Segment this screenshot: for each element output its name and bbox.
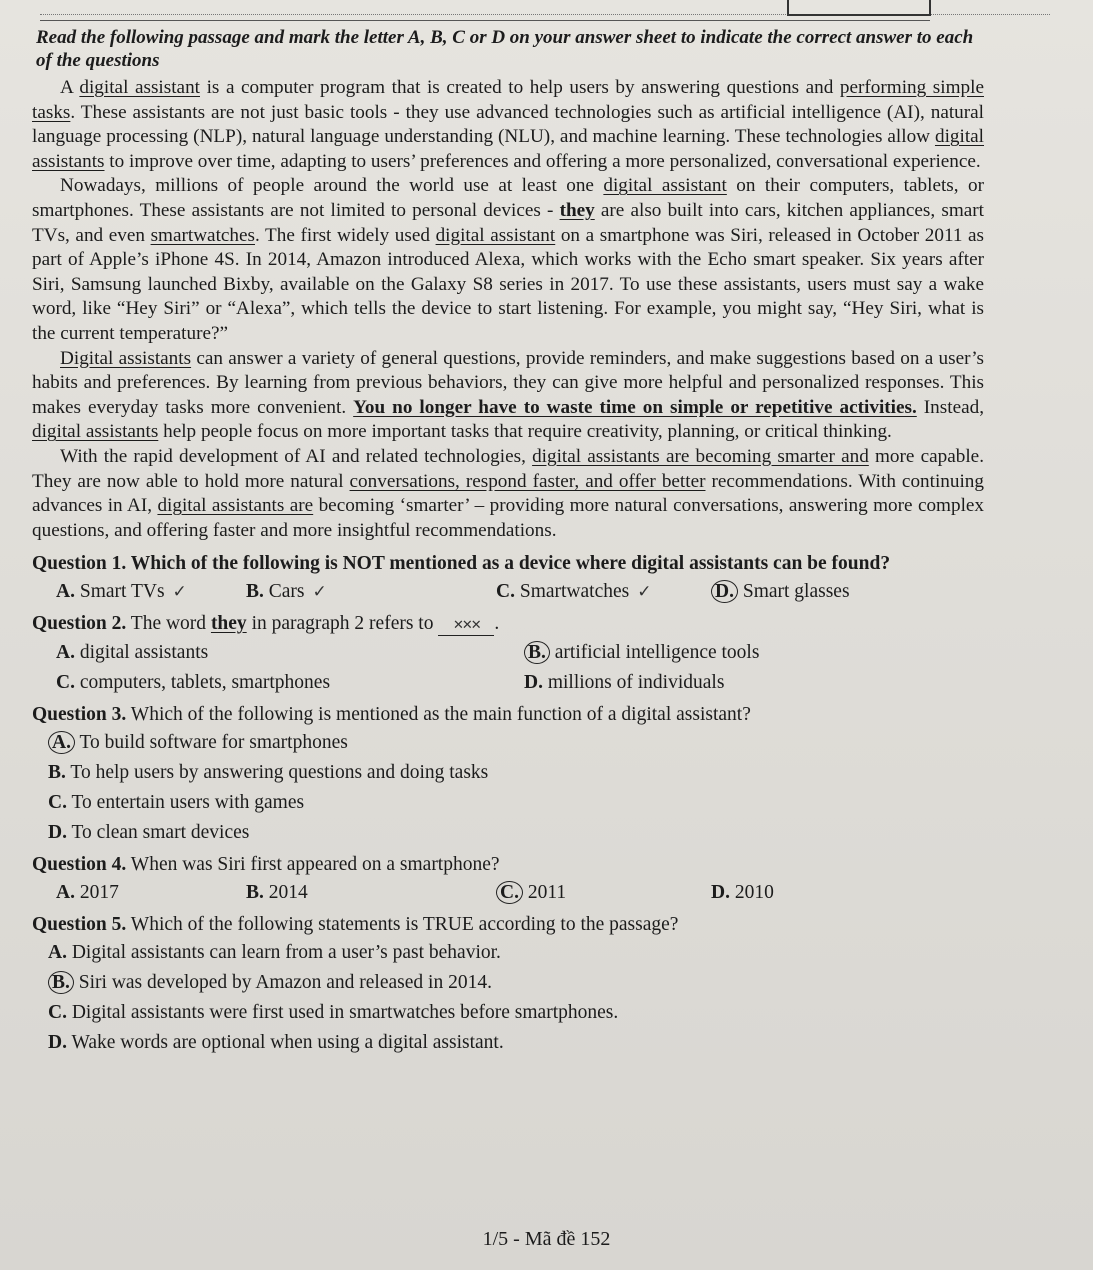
answer-blank bbox=[438, 613, 494, 636]
passage-paragraph-2: Nowadays, millions of people around the world use at least one digital assistant on their computers, tablets, or smartphones. These assistants are not limited to personal devices - they are also built into cars, kitchen appliances, smart TVs, and even smartwatches. The first widely used digital assistant on a smartphone was Siri, released in October 2011 as part of Apple’s iPhone 4S. In 2014, Amazon introduced Alexa, which works with the Echo smart speaker. Six years after Siri, Samsung launched Bixby, available on the Galaxy S8 series in 2017. To use these assistants, users must say a wake word, like “Hey Siri” or “Alexa”, which tells the device to start listening. For example, you might say, “Hey Siri, what is the current temperature?” bbox=[32, 175, 984, 344]
question-5-options bbox=[32, 942, 984, 1054]
option-b[interactable]: B. Siri was developed by Amazon and released in 2014. bbox=[48, 972, 984, 994]
option-d[interactable]: D. To clean smart devices bbox=[48, 822, 250, 844]
header-score-box bbox=[787, 0, 931, 16]
question-1 bbox=[32, 553, 984, 603]
option-a[interactable]: A. Smart TVs ✓ bbox=[56, 581, 187, 603]
option-b[interactable]: B. 2014 bbox=[246, 882, 308, 904]
option-d[interactable]: D. millions of individuals bbox=[524, 672, 725, 694]
option-a[interactable]: A. 2017 bbox=[56, 882, 119, 904]
question-3-stem: Question 3. Which of the following is mentioned as the main function of a digital assistant? bbox=[32, 704, 751, 726]
question-4-options bbox=[32, 882, 984, 904]
option-a[interactable]: A. To build software for smartphones bbox=[48, 732, 984, 754]
exam-content bbox=[32, 26, 984, 1054]
question-4 bbox=[32, 854, 984, 904]
question-2-options bbox=[32, 642, 984, 694]
option-c[interactable]: C. computers, tablets, smartphones bbox=[56, 672, 331, 694]
instructions: Read the following passage and mark the letter A, B, C or D on your answer sheet to indicate the correct answer to each of the questions bbox=[36, 27, 974, 71]
question-5-stem: Question 5. Which of the following statements is TRUE according to the passage? bbox=[32, 914, 679, 936]
check-mark-icon: ✓ bbox=[637, 582, 652, 603]
question-1-options bbox=[32, 581, 984, 603]
option-a[interactable]: A. Digital assistants can learn from a user’s past behavior. bbox=[48, 942, 501, 964]
option-d[interactable]: D. 2010 bbox=[711, 882, 774, 904]
option-d[interactable]: D. Smart glasses bbox=[711, 581, 981, 603]
question-3 bbox=[32, 704, 984, 844]
question-2-stem: Question 2. The word they in paragraph 2 refers to ✕✕✕ . bbox=[32, 613, 500, 635]
passage-paragraph-4: With the rapid development of AI and related technologies, digital assistants are becoming smarter and more capable. They are now able to hold more natural conversations, respond faster, and offer better recommendations. With continuing advances in AI, digital assistants are becoming ‘smarter’ – providing more natural conversations, answering more complex questions, and offering faster and more insightful recommendations. bbox=[32, 445, 985, 541]
question-5 bbox=[32, 914, 984, 1054]
page-footer: 1/5 - Mã đề 152 bbox=[482, 1228, 611, 1250]
question-1-stem: Question 1. Which of the following is NOT mentioned as a device where digital assistants can be found? bbox=[32, 553, 891, 575]
scribble-mark-icon: ✕✕✕ bbox=[453, 618, 480, 634]
question-2 bbox=[32, 613, 984, 694]
option-d[interactable]: D. Wake words are optional when using a digital assistant. bbox=[48, 1032, 504, 1054]
option-c[interactable]: C. To entertain users with games bbox=[48, 792, 305, 814]
header-divider bbox=[40, 20, 930, 21]
passage-paragraph-1: A digital assistant is a computer program that is created to help users by answering questions and performing simple tasks. These assistants are not just basic tools - they use advanced technologies such as artificial intelligence (AI), natural language processing (NLP), natural language understanding (NLU), and machine learning. These technologies allow digital assistants to improve over time, adapting to users’ preferences and offering a more personalized, conversational experience. bbox=[32, 77, 984, 172]
option-c[interactable]: C. 2011 bbox=[496, 882, 711, 904]
option-c[interactable]: C. Smartwatches ✓ bbox=[496, 581, 652, 603]
question-4-stem: Question 4. When was Siri first appeared on a smartphone? bbox=[32, 854, 500, 876]
passage-paragraph-3: Digital assistants can answer a variety of general questions, provide reminders, and make suggestions based on a user’s habits and preferences. By learning from previous behaviors, they can give more helpful and personalized responses. This makes everyday tasks more convenient. You no longer have to waste time on simple or repetitive activities. Instead, digital assistants help people focus on more important tasks that require creativity, planning, or critical thinking. bbox=[32, 347, 985, 443]
check-mark-icon: ✓ bbox=[172, 582, 187, 603]
option-b[interactable]: B. To help users by answering questions and doing tasks bbox=[48, 762, 489, 784]
question-3-options bbox=[32, 732, 984, 844]
check-mark-icon: ✓ bbox=[312, 582, 327, 603]
option-c[interactable]: C. Digital assistants were first used in smartwatches before smartphones. bbox=[48, 1002, 619, 1024]
option-a[interactable]: A. digital assistants bbox=[56, 642, 209, 664]
option-b[interactable]: B. Cars ✓ bbox=[246, 581, 327, 603]
option-b[interactable]: B. artificial intelligence tools bbox=[524, 642, 954, 664]
